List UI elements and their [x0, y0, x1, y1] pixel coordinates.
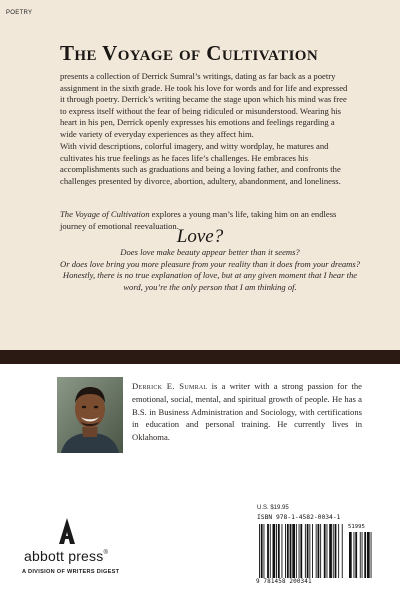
publisher-name	[24, 548, 108, 564]
registered-mark: ®	[103, 550, 109, 556]
author-photo	[57, 377, 123, 453]
poem-heading: Love?	[176, 226, 224, 247]
description-paragraph-1: presents a collection of Derrick Sumral’s writings, dating as far back as a poetry assignment in the sixth grade. He took his love for words and for life and expressed it through poetry. Derrick’s writing became the stage upon which his mind was free to express itself without the fear of being ridiculed or misunderstood. Wearing his heart in his pen, Derrick openly expresses his emotions and feelings regarding a wide variety of everyday experiences as they affect him.	[60, 71, 348, 139]
poem-line: Does love make beauty appear better than it seems?	[120, 247, 300, 257]
description-paragraph-2: With vivid descriptions, colorful imagery, and witty wordplay, he matures and cultivates his true feelings as he faces life’s challenges. He embraces his accomplishments such as graduations and being a loving father, and confronts the challenges presented by divorce, abortion, adultery, abandonment, and loneliness.	[60, 141, 341, 186]
author-name: Derrick E. Sumral	[132, 381, 208, 391]
divider-band	[0, 350, 400, 364]
barcode-addon-digits: 51995	[348, 524, 365, 530]
author-bio	[132, 380, 362, 444]
poem-line: Or does love bring you more pleasure from your reality than it does from your dreams?	[60, 258, 361, 269]
publisher-name-text: abbott press	[24, 548, 104, 564]
publisher-logo	[22, 518, 120, 588]
genre-label: POETRY	[6, 10, 33, 16]
price-label: U.S. $19.95	[257, 505, 289, 511]
publisher-mark-icon	[58, 518, 76, 546]
isbn-label: ISBN 978-1-4582-0034-1	[257, 514, 341, 521]
publisher-tagline: A DIVISION OF WRITERS DIGEST	[22, 569, 120, 575]
poem-line: Honestly, there is no true explanation of love, but at any given moment that I hear the	[62, 270, 358, 281]
poem-excerpt	[60, 247, 360, 293]
book-title-text: The Voyage of Cultivation	[60, 41, 319, 65]
closing-book-title: The Voyage of Cultivation	[60, 209, 150, 219]
barcode-digits: 9 781458 200341	[256, 578, 312, 585]
author-portrait-image	[57, 377, 123, 453]
poem-line: word, you’re the only person that I am thinking of.	[123, 281, 297, 292]
closing-text: explores a young man’s life, taking him on an endless journey of emotional reevaluation.	[60, 209, 337, 231]
author-bio-text: is a writer with a strong passion for the emotional, social, mental, and spiritual growth of people. He has a B.S. in Business Administration and Sociology, with certifications in education and personal training. He currently lives in Oklahoma.	[132, 381, 362, 443]
book-title	[60, 41, 318, 66]
